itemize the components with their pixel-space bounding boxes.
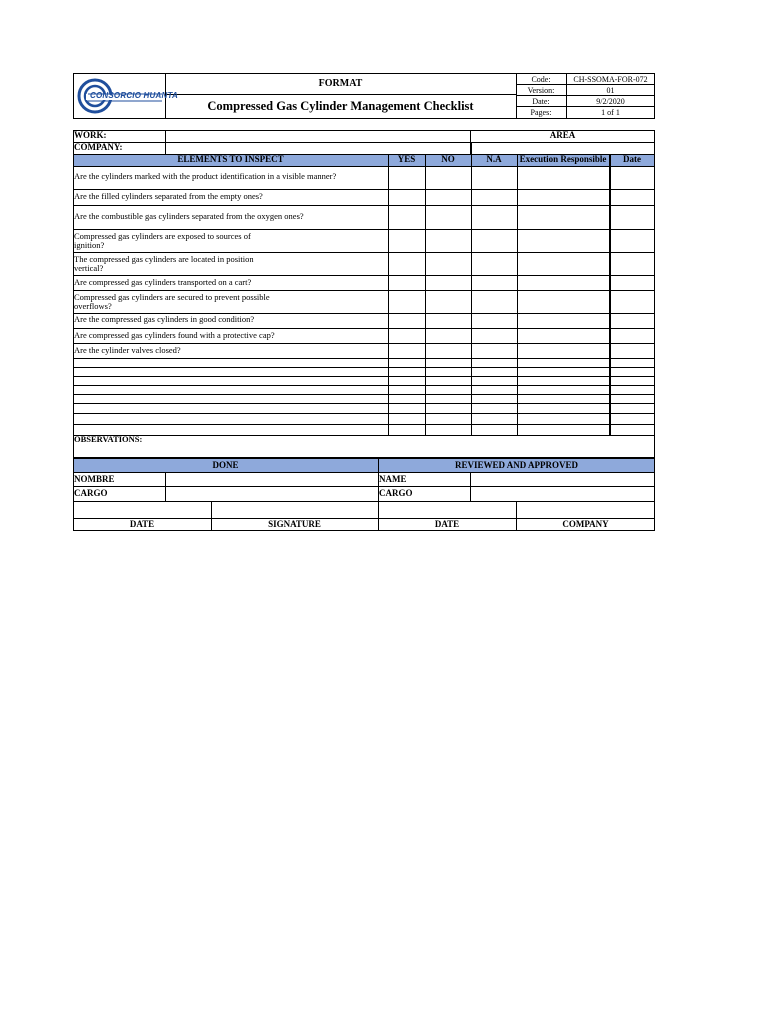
done-date-field[interactable] [74,502,211,518]
done-signature-field[interactable] [212,502,378,518]
question-10: Are the cylinder valves closed? [74,345,181,355]
col-line [388,154,389,435]
answer-na-cell[interactable] [472,167,517,189]
row-line [73,435,655,436]
reviewed-label: REVIEWED AND APPROVED [454,460,578,470]
row-line [73,275,655,276]
question-8: Are the compressed gas cylinders in good condition? [74,314,255,324]
row-line [73,413,655,414]
meta-version-label: Version: [527,86,555,95]
footer-date-left: DATE [129,519,155,529]
cargo-right-field[interactable] [471,487,655,501]
col-line [609,154,611,435]
question-1: Are the cylinders marked with the product identification in a visible manner? [74,171,337,181]
nombre-field[interactable] [166,473,378,486]
meta-version-value: 01 [606,86,615,95]
meta-code-label: Code: [531,75,551,84]
reviewed-date-field[interactable] [379,502,516,518]
name-field[interactable] [471,473,655,486]
answer-yes-cell[interactable] [389,167,425,189]
nombre-label: NOMBRE [74,474,115,484]
row-line [73,328,655,329]
meta-code-value: CH-SSOMA-FOR-072 [573,75,648,84]
column-responsible: Execution Responsible [519,154,607,164]
logo-text: CONSORCIO HUANTA [90,91,178,100]
footer-company: COMPANY [562,519,609,529]
row-line [73,189,655,190]
name-label: NAME [379,474,407,484]
header-divider-format [165,94,516,95]
column-no: NO [441,154,455,164]
done-label: DONE [212,460,239,470]
row-line [73,229,655,230]
work-field[interactable] [166,131,470,142]
date-cell[interactable] [611,167,655,189]
row-line [73,367,655,368]
row-line [73,376,655,377]
meta-date-label: Date: [532,97,550,106]
reviewed-company-field[interactable] [517,502,655,518]
meta-row-line [516,84,655,85]
row-line [73,394,655,395]
cargo-left-label: CARGO [74,488,108,498]
cargo-right-label: CARGO [379,488,413,498]
responsible-cell[interactable] [518,167,609,189]
question-2: Are the filled cylinders separated from the empty ones? [74,191,263,201]
question-5: The compressed gas cylinders are located in position vertical? [74,254,254,273]
question-4: Compressed gas cylinders are exposed to sources of ignition? [74,231,251,250]
company-label: COMPANY: [74,142,123,152]
observations-field[interactable] [74,445,654,457]
row-line [73,290,655,291]
observations-label: OBSERVATIONS: [74,434,143,444]
column-na: N.A [486,154,502,164]
format-label: FORMAT [318,78,363,89]
meta-row-line [516,106,655,107]
work-label: WORK: [74,130,107,140]
row-line [73,343,655,344]
column-elements: ELEMENTS TO INSPECT [177,154,284,164]
footer-date-right: DATE [434,519,460,529]
cargo-left-field[interactable] [166,487,378,501]
meta-row-line [516,95,655,96]
question-9: Are compressed gas cylinders found with a protective cap? [74,330,275,340]
col-line [425,154,426,435]
answer-no-cell[interactable] [426,167,471,189]
company-field[interactable] [166,143,470,154]
row-line [73,252,655,253]
column-yes: YES [397,154,416,164]
question-3: Are the combustible gas cylinders separated from the oxygen ones? [74,211,304,221]
meta-pages-label: Pages: [530,108,552,117]
col-line [517,154,518,435]
question-6: Are compressed gas cylinders transported on a cart? [74,277,252,287]
column-date: Date [623,154,641,164]
document-title: Compressed Gas Cylinder Management Checklist [207,99,474,113]
area-field[interactable] [471,143,655,154]
row-line [73,205,655,206]
footer-signature: SIGNATURE [268,519,321,529]
row-line [73,403,655,404]
question-7: Compressed gas cylinders are secured to prevent possible overflows? [74,292,270,311]
meta-date-value: 9/2/2020 [596,97,625,106]
row-line [73,385,655,386]
row-line [73,424,655,425]
company-logo [76,76,178,116]
meta-pages-value: 1 of 1 [601,108,620,117]
area-label: AREA [549,130,576,140]
row-line [73,358,655,359]
